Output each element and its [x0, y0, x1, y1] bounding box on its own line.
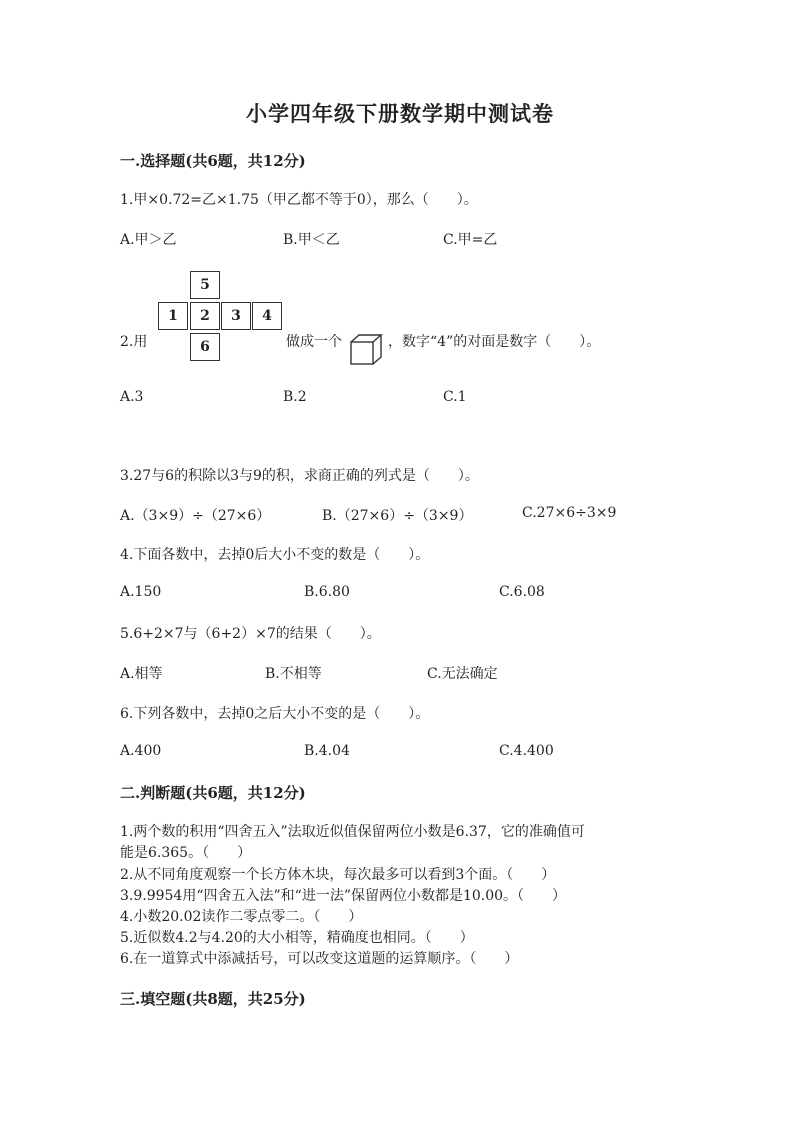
q2-option-b: B.2: [283, 389, 307, 405]
q1-option-a: A.甲＞乙: [120, 232, 177, 248]
q5-option-a: A.相等: [120, 666, 163, 682]
q1-option-c: C.甲=乙: [443, 232, 498, 248]
cube-icon: [349, 333, 385, 367]
cube-net-figure: [158, 271, 284, 361]
section-heading-choice: 一.选择题(共6题，共12分): [120, 152, 306, 170]
q4-option-a: A.150: [120, 584, 162, 600]
q2-option-c: C.1: [443, 389, 467, 405]
q5-option-c: C.无法确定: [427, 666, 498, 682]
judgement-line: 6.在一道算式中添减括号，可以改变这道题的运算顺序。（ ）: [120, 951, 519, 967]
section-heading-judgement: 二.判断题(共6题，共12分): [120, 784, 306, 802]
q2-middle: 做成一个: [286, 334, 342, 350]
q5-option-b: B.不相等: [265, 666, 322, 682]
judgement-line: 3.9.9954用“四舍五入法”和“进一法”保留两位小数都是10.00。（ ）: [120, 888, 567, 904]
judgement-line: 2.从不同角度观察一个长方体木块，每次最多可以看到3个面。（ ）: [120, 867, 556, 883]
net-cell-1: 1: [158, 302, 188, 330]
q2-suffix: ，数字“4”的对面是数字（ ）。: [388, 334, 601, 350]
q3-option-a: A.（3×9）÷（27×6）: [120, 508, 271, 524]
q4-option-c: C.6.08: [499, 584, 545, 600]
q2-prefix: 2.用: [120, 334, 148, 350]
question-4: 4.下面各数中，去掉0后大小不变的数是（ ）。: [120, 547, 430, 563]
question-6: 6.下列各数中，去掉0之后大小不变的是（ ）。: [120, 706, 430, 722]
net-cell-bottom: 6: [190, 333, 220, 361]
q6-option-c: C.4.400: [499, 743, 554, 759]
question-1: 1.甲×0.72=乙×1.75（甲乙都不等于0），那么（ ）。: [120, 192, 478, 208]
net-cell-4: 4: [252, 302, 282, 330]
judgement-line: 5.近似数4.2与4.20的大小相等，精确度也相同。（ ）: [120, 930, 474, 946]
net-cell-2: 2: [190, 302, 220, 330]
net-cell-3: 3: [221, 302, 251, 330]
question-3: 3.27与6的积除以3与9的积，求商正确的列式是（ ）。: [120, 468, 479, 484]
q1-option-b: B.甲＜乙: [283, 232, 340, 248]
net-cell-top: 5: [190, 271, 220, 299]
q3-option-b: B.（27×6）÷（3×9）: [322, 508, 473, 524]
section-heading-fill-blank: 三.填空题(共8题，共25分): [120, 990, 306, 1008]
q4-option-b: B.6.80: [304, 584, 350, 600]
page-title: 小学四年级下册数学期中测试卷: [246, 101, 554, 126]
q6-option-a: A.400: [120, 743, 162, 759]
q6-option-b: B.4.04: [304, 743, 350, 759]
judgement-line: 1.两个数的积用“四舍五入”法取近似值保留两位小数是6.37，它的准确值可: [120, 824, 585, 840]
q2-option-a: A.3: [120, 389, 144, 405]
judgement-line: 能是6.365。（ ）: [120, 845, 252, 861]
question-5: 5.6+2×7与（6+2）×7的结果（ ）。: [120, 626, 381, 642]
q3-option-c: C.27×6÷3×9: [522, 505, 617, 521]
judgement-line: 4.小数20.02读作二零点零二。（ ）: [120, 909, 363, 925]
